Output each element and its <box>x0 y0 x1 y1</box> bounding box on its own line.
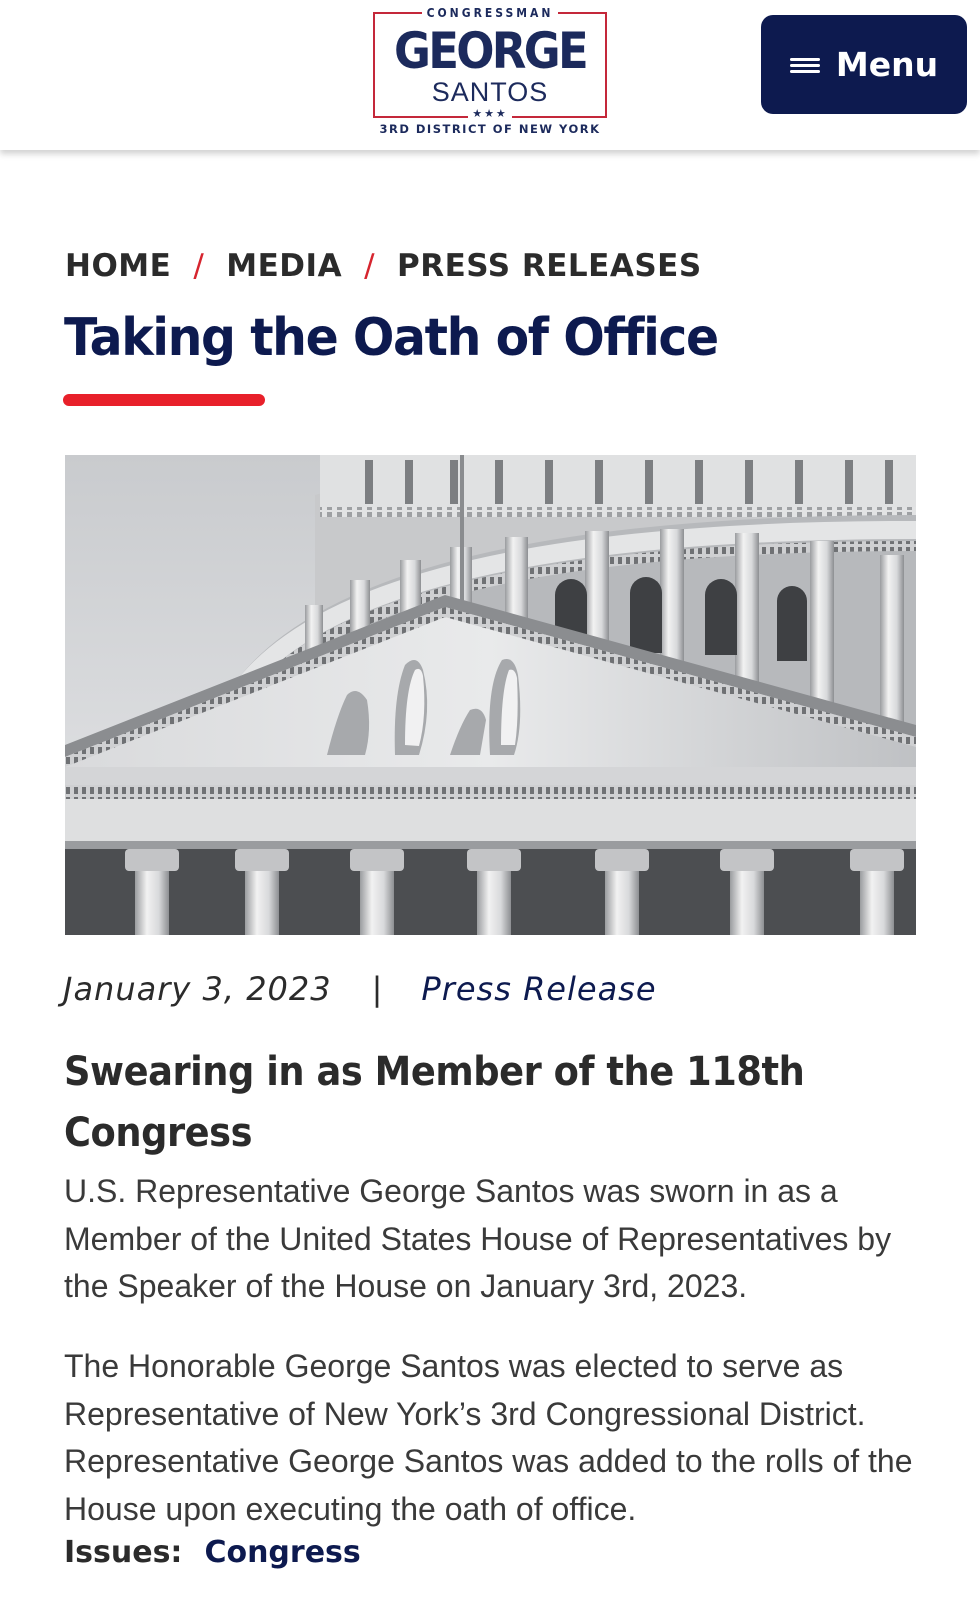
article-heading: Swearing in as Member of the 118th Congress <box>64 1049 805 1156</box>
article-paragraph: U.S. Representative George Santos was sworn in as a Member of the United States House of Representatives by the Speaker of the House on January 3rd, 2023. <box>64 1173 892 1304</box>
hamburger-icon <box>790 54 820 76</box>
breadcrumb-press-releases[interactable]: PRESS RELEASES <box>397 248 702 284</box>
breadcrumb <box>65 248 702 284</box>
article-category[interactable]: Press Release <box>421 970 657 1008</box>
article-date: January 3, 2023 <box>63 970 332 1008</box>
breadcrumb-home[interactable]: HOME <box>65 248 172 284</box>
site-header <box>0 0 980 150</box>
issues-label: Issues: <box>64 1535 183 1570</box>
logo-top-line: CONGRESSMAN <box>355 6 625 20</box>
meta-separator: | <box>371 970 384 1008</box>
breadcrumb-separator: / <box>193 248 205 284</box>
page-title: Taking the Oath of Office <box>64 308 718 368</box>
article-paragraph: The Honorable George Santos was elected to serve as Representative of New York’s 3rd Congressional District. Representative George Santos was added to the rolls of the House upon executing the oath of office. <box>64 1348 913 1527</box>
breadcrumb-separator: / <box>364 248 376 284</box>
menu-label: Menu <box>835 45 939 84</box>
menu-button[interactable] <box>761 15 967 114</box>
title-underline <box>63 394 265 406</box>
logo-stars: ★★★ <box>355 108 625 120</box>
logo-district: 3RD DISTRICT OF NEW YORK <box>379 122 601 136</box>
hero-image-capitol <box>65 455 916 935</box>
issues-row <box>64 1535 361 1570</box>
article-meta <box>63 970 657 1008</box>
breadcrumb-media[interactable]: MEDIA <box>226 248 343 284</box>
issue-link-congress[interactable]: Congress <box>204 1535 361 1570</box>
site-logo[interactable] <box>355 6 625 138</box>
logo-surname: SANTOS <box>431 77 549 107</box>
logo-name: GEORGE <box>393 22 587 80</box>
